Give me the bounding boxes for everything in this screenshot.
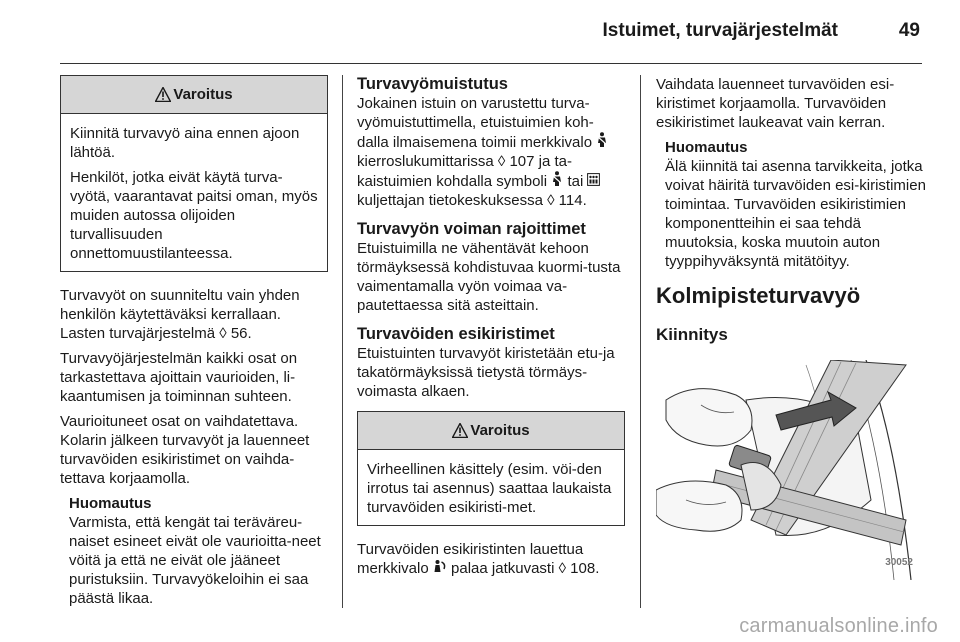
warning-text: Kiinnitä turvavyö aina ennen ajoon lähtöä. <box>70 125 300 161</box>
note-box <box>60 494 328 608</box>
warning-label: Varoitus <box>470 422 530 439</box>
paragraph-text: Turvavöiden esikiristinten lauettua merkkivalo <box>357 541 584 577</box>
paragraph <box>357 94 625 210</box>
warning-triangle-icon <box>452 423 468 438</box>
warning-text: Virheellinen käsittely (esim. vöi-den irrotus tai asennus) saattaa laukaista turvavöiden esikiristi-met. <box>367 461 612 516</box>
airbag-indicator-icon <box>433 559 447 578</box>
warning-header <box>358 412 624 450</box>
paragraph: Etuistuimilla ne vähentävät kehoon törmäyksessä kohdistuvaa kuormi-tusta vaimentamalla vyön voimaa va-pautettaessa sitä asteittain. <box>357 240 621 314</box>
warning-box <box>357 411 625 526</box>
note-title: Huomautus <box>665 139 748 156</box>
column-divider <box>342 75 343 608</box>
column-3 <box>656 75 926 580</box>
paragraph-text: kierroslukumittarissa ◊ 107 ja ta-kaistuimien kohdalla symboli <box>357 153 572 190</box>
column-2 <box>357 75 625 584</box>
warning-text: Henkilöt, jotka eivät käytä turva-vyötä, vaarantavat paitsi oman, myös muiden autossa olijoiden turvallisuuden onnettomuustilanteessa. <box>70 169 318 262</box>
rear-seat-symbol-icon <box>551 171 563 191</box>
watermark: carmanualsonline.info <box>739 615 938 637</box>
section-heading: Kolmipisteturvavyö <box>656 283 861 308</box>
paragraph: Vaihdata lauenneet turvavöiden esi-kiristimet korjaamolla. Turvavöiden esikiristimet laukeavat vain kerran. <box>656 76 895 131</box>
airbag-indicator-icon <box>587 172 600 191</box>
seatbelt-fastening-drawing <box>656 360 921 580</box>
section-heading: Turvavyömuistutus <box>357 75 508 93</box>
page-header <box>60 14 922 64</box>
warning-header <box>61 76 327 114</box>
paragraph: Turvavyöt on suunniteltu vain yhden henkilön käytettäväksi kerrallaan. Lasten turvajärjestelmä ◊ 56. <box>60 287 300 342</box>
note-title: Huomautus <box>69 495 152 512</box>
paragraph: Turvavyöjärjestelmän kaikki osat on tarkastettava ajoittain vaurioiden, li-kaantumisen ja toiminnan suhteen. <box>60 350 298 405</box>
warning-triangle-icon <box>155 87 171 102</box>
note-text: Varmista, että kengät tai teräväreu-naiset esineet eivät ole vaurioitta-neet vöitä ja että ne eivät ole jääneet puristuksiin. Turvavyökeloihin ei saa päästä likaa. <box>69 514 321 607</box>
paragraph-text: palaa jatkuvasti ◊ 108. <box>451 560 600 577</box>
subsection-heading: Kiinnitys <box>656 325 728 344</box>
page-title: Istuimet, turvajärjestelmät <box>602 20 838 41</box>
warning-box <box>60 75 328 272</box>
paragraph-text: kuljettajan tietokeskuksessa ◊ 114. <box>357 192 587 209</box>
paragraph: Etuistuinten turvavyöt kiristetään etu-ja takatörmäyksissä tietystä törmäys-voimasta alkaen. <box>357 345 615 400</box>
section-heading: Turvavöiden esikiristimet <box>357 325 555 343</box>
column-1 <box>60 75 328 608</box>
warning-label: Varoitus <box>173 86 233 103</box>
note-text: Älä kiinnitä tai asenna tarvikkeita, jotka voivat häiritä turvavöiden esi-kiristimien toimintaa. Turvavöiden esikiristimien komponentteihin ei saa tehdä muutoksia, koska muutoin auton tyyppihyväksyntä mitätöityy. <box>665 158 926 270</box>
column-divider <box>640 75 641 608</box>
paragraph-text: Jokainen istuin on varustettu turva-vyömuistuttimella, etuistuimien koh-dalla ilmaisemena toimii merkkivalo <box>357 95 594 151</box>
section-heading: Turvavyön voiman rajoittimet <box>357 220 586 238</box>
seatbelt-illustration <box>656 360 921 580</box>
paragraph-text: tai <box>567 173 584 190</box>
paragraph <box>357 540 625 578</box>
note-box <box>656 138 926 271</box>
paragraph: Vaurioituneet osat on vaihdatettava. Kolarin jälkeen turvavyöt ja lauenneet turvavöiden esikiristimet on vaihda-tettava korjaamolla. <box>60 413 310 487</box>
page-number: 49 <box>898 20 920 41</box>
seatbelt-person-icon <box>596 132 608 152</box>
figure-number: 30052 <box>885 557 913 568</box>
